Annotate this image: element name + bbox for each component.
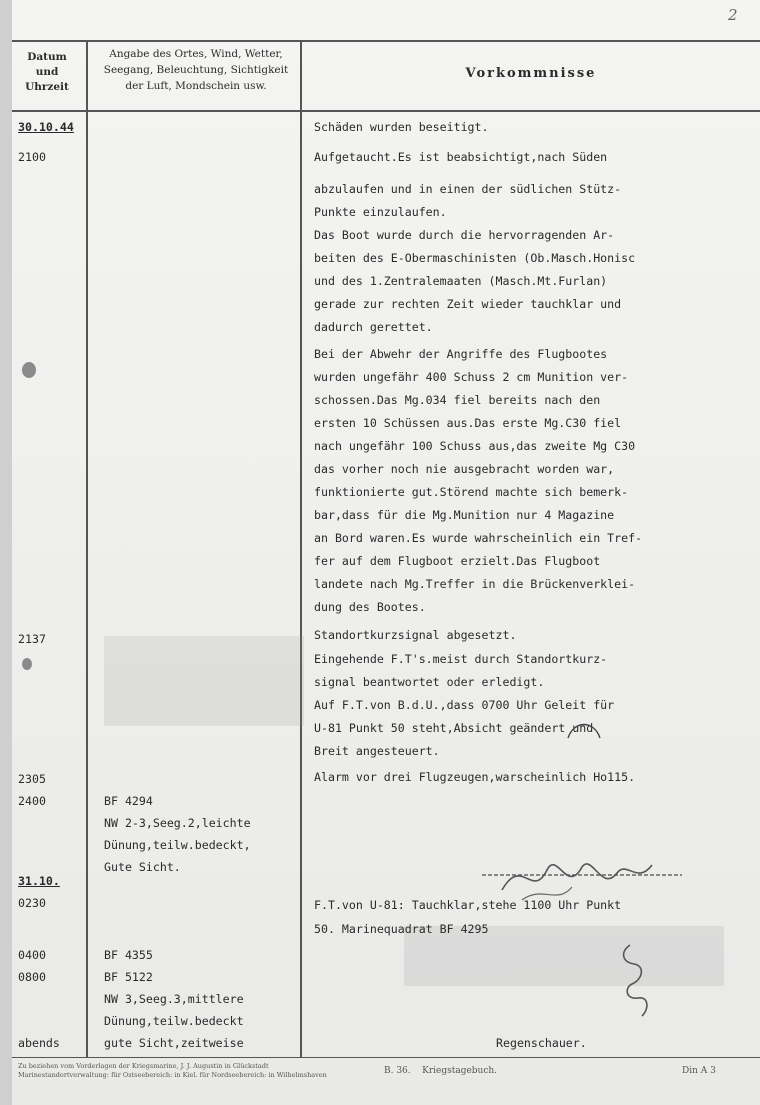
event-line: abzulaufen und in einen der südlichen Stütz- xyxy=(314,182,622,196)
header-place-weather: Angabe des Ortes, Wind, Wetter, Seegang, Beleuchtung, Sichtigkeit der Luft, Mondschein usw. xyxy=(103,48,289,92)
event-line: Bei der Abwehr der Angriffe des Flugbootes xyxy=(314,347,608,361)
event-line: landete nach Mg.Treffer in die Brückenverklei- xyxy=(314,577,636,591)
event-line: signal beantwortet oder erledigt. xyxy=(314,675,545,689)
event-line: Standortkurzsignal abgesetzt. xyxy=(314,628,517,642)
event-line: schossen.Das Mg.034 fiel bereits nach den xyxy=(314,393,601,407)
log-time: 2305 xyxy=(18,772,46,786)
place-entry: BF 4294 xyxy=(104,794,153,808)
footer-form: B. 36. Kriegstagebuch. xyxy=(384,1066,498,1076)
event-line: Schäden wurden beseitigt. xyxy=(314,120,489,134)
log-time: 0400 xyxy=(18,948,46,962)
logbook-page xyxy=(12,0,760,1105)
event-line: fer auf dem Flugboot erzielt.Das Flugboot xyxy=(314,554,601,568)
handwritten-arc xyxy=(564,716,604,746)
event-line: Alarm vor drei Flugzeugen,warscheinlich Ho115. xyxy=(314,770,636,784)
event-line: Regenschauer. xyxy=(496,1036,587,1050)
event-line: wurden ungefähr 400 Schuss 2 cm Munition ver- xyxy=(314,370,629,384)
place-entry: Dünung,teilw.bedeckt, xyxy=(104,838,251,852)
date-column-divider xyxy=(86,40,88,1058)
header-top-rule xyxy=(12,40,760,42)
page-number: 2 xyxy=(728,6,738,24)
punch-hole xyxy=(22,658,32,670)
faint-show-through xyxy=(104,636,304,726)
event-line: bar,dass für die Mg.Munition nur 4 Magazine xyxy=(314,508,615,522)
event-line: Breit angesteuert. xyxy=(314,744,440,758)
event-line: ersten 10 Schüssen aus.Das erste Mg.C30 fiel xyxy=(314,416,622,430)
header-date-time: Datum und Uhrzeit xyxy=(25,51,69,93)
place-entry: BF 5122 xyxy=(104,970,153,984)
handwritten-signature xyxy=(462,845,692,905)
log-date: 31.10. xyxy=(18,874,60,888)
place-column-divider xyxy=(300,40,302,1058)
place-entry: BF 4355 xyxy=(104,948,153,962)
event-line: nach ungefähr 100 Schuss aus,das zweite Mg C30 xyxy=(314,439,636,453)
event-line: an Bord waren.Es wurde wahrscheinlich ein Tref- xyxy=(314,531,643,545)
handwritten-mark xyxy=(612,940,662,1020)
event-line: und des 1.Zentralemaaten (Masch.Mt.Furlan) xyxy=(314,274,608,288)
place-entry: Dünung,teilw.bedeckt xyxy=(104,1014,244,1028)
event-line: U-81 Punkt 50 steht,Absicht geändert und xyxy=(314,721,594,735)
event-line: das vorher noch nie ausgebracht worden war, xyxy=(314,462,615,476)
event-line: dadurch gerettet. xyxy=(314,320,433,334)
event-line: F.T.von U-81: Tauchklar,stehe 1100 Uhr Punkt xyxy=(314,898,622,912)
event-line: dung des Bootes. xyxy=(314,600,426,614)
punch-hole xyxy=(22,362,36,378)
footer-format: Din A 3 xyxy=(682,1066,716,1076)
log-time: abends xyxy=(18,1036,60,1050)
event-line: funktionierte gut.Störend machte sich bemerk- xyxy=(314,485,629,499)
place-entry: NW 3,Seeg.3,mittlere xyxy=(104,992,244,1006)
footer-rule xyxy=(12,1057,760,1058)
log-time: 0230 xyxy=(18,896,46,910)
log-time: 0800 xyxy=(18,970,46,984)
event-line: Das Boot wurde durch die hervorragenden Ar- xyxy=(314,228,615,242)
place-entry: gute Sicht,zeitweise xyxy=(104,1036,244,1050)
event-line: Punkte einzulaufen. xyxy=(314,205,447,219)
log-date: 30.10.44 xyxy=(18,120,74,134)
footer-publisher: Zu beziehen vom Vorderlagen der Kriegsmarine, J. J. Augustin in Glückstadt Marinestandortverwaltung: für Ostseebereich: in Kiel. für Nordseebereich: in Wilhelmshaven xyxy=(18,1062,327,1079)
event-line: 50. Marinequadrat BF 4295 xyxy=(314,922,489,936)
event-line: Aufgetaucht.Es ist beabsichtigt,nach Süden xyxy=(314,150,608,164)
header-bottom-rule xyxy=(12,110,760,112)
log-time: 2137 xyxy=(18,632,46,646)
header-events: Vorkommnisse xyxy=(465,66,597,81)
log-time: 2100 xyxy=(18,150,46,164)
log-time: 2400 xyxy=(18,794,46,808)
event-line: gerade zur rechten Zeit wieder tauchklar und xyxy=(314,297,622,311)
event-line: Auf F.T.von B.d.U.,dass 0700 Uhr Geleit für xyxy=(314,698,615,712)
place-entry: NW 2-3,Seeg.2,leichte xyxy=(104,816,251,830)
event-line: beiten des E-Obermaschinisten (Ob.Masch.Honisc xyxy=(314,251,636,265)
place-entry: Gute Sicht. xyxy=(104,860,181,874)
event-line: Eingehende F.T's.meist durch Standortkurz- xyxy=(314,652,608,666)
